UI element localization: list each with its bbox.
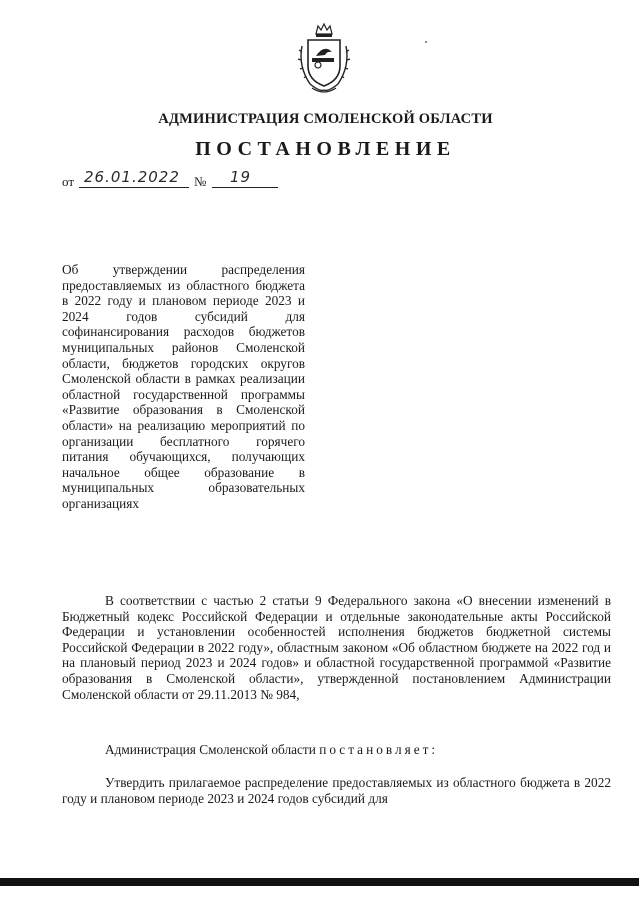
decree-paragraph [62, 742, 611, 758]
date-from-label: от [62, 174, 75, 189]
number-underline [212, 187, 278, 188]
number-label: № [194, 174, 207, 189]
decree-issuer: Администрация Смоленской области [105, 742, 316, 757]
handwritten-number: 19 [230, 168, 252, 186]
preamble-paragraph: В соответствии с частью 2 статьи 9 Федерального закона «О внесении изменений в Бюджетный кодекс Российской Федерации и отдельные законодательные акты Российской Федерации и установлении особенностей исполнения бюджетов бюджетной системы Российской Федерации в 2022 году», областным законом «Об областном бюджете на 2022 год и на плановый период 2023 и 2024 годов» и областной государственной программой «Развитие образования в Смоленской области», утвержденной постановлением Администрации Смоленской области от 29.11.2013 № 984, [62, 593, 611, 702]
scan-speck [425, 41, 427, 43]
date-underline [79, 187, 189, 188]
document-subject: Об утверждении распределения предоставляемых из областного бюджета в 2022 году и плановом периоде 2023 и 2024 годов субсидий для софинансирования расходов бюджетов муниципальных районов Смоленской области, бюджетов городских округов Смоленской области в рамках реализации областной государственной программы «Развитие образования в Смоленской области» на реализацию мероприятий по организации бесплатного горячего питания обучающихся, получающих начальное общее образование в муниципальных образовательных организациях [62, 262, 305, 511]
smolensk-coat-of-arms-icon [294, 22, 354, 98]
handwritten-date: 26.01.2022 [84, 168, 180, 186]
decree-word: постановляет: [319, 742, 439, 757]
organization-title: АДМИНИСТРАЦИЯ СМОЛЕНСКОЙ ОБЛАСТИ [158, 111, 493, 127]
document-type-heading: ПОСТАНОВЛЕНИЕ [195, 138, 456, 160]
date-number-line [62, 168, 302, 190]
resolution-paragraph: Утвердить прилагаемое распределение предоставляемых из областного бюджета в 2022 году и плановом периоде 2023 и 2024 годов субсидий для [62, 775, 611, 806]
scan-bottom-edge [0, 878, 639, 886]
